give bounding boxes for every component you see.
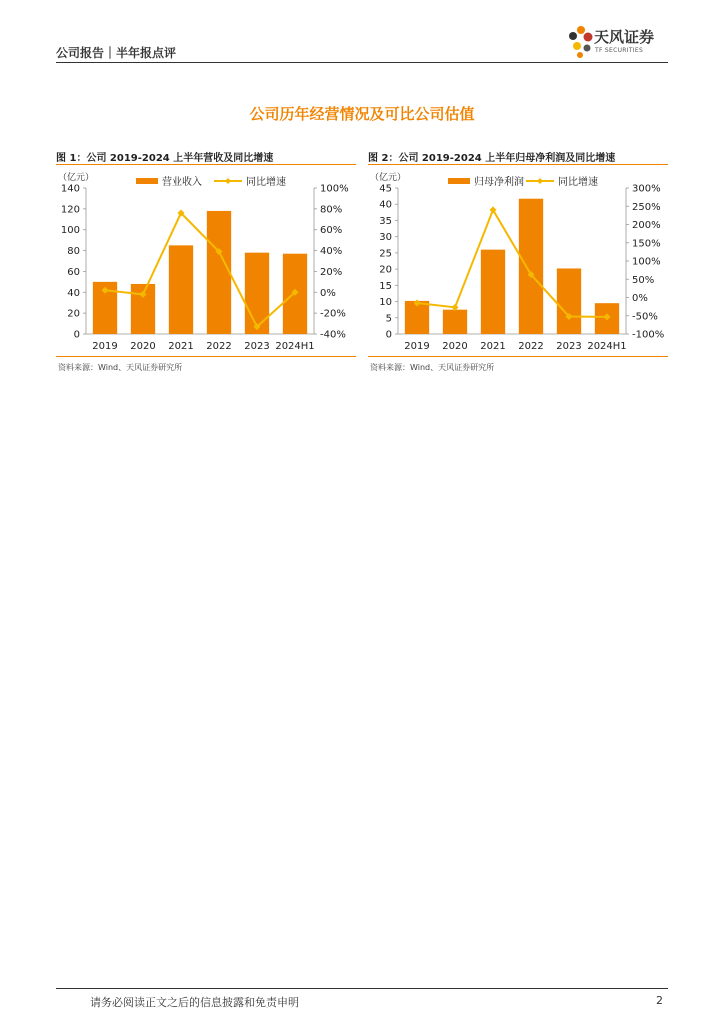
left-tick-label: 20 <box>379 264 392 276</box>
legend-label-bar: 营业收入 <box>162 177 202 188</box>
report-type-header: 公司报告｜半年报点评 <box>56 46 177 60</box>
bar <box>519 199 543 334</box>
bar <box>481 250 505 334</box>
figure-1-top-rule <box>56 164 356 165</box>
header-divider <box>56 62 668 63</box>
left-tick-label: 60 <box>67 266 80 278</box>
left-tick-label: 40 <box>379 199 392 211</box>
right-tick-label: 50% <box>632 274 655 286</box>
x-tick-label: 2023 <box>244 341 270 352</box>
bar <box>245 253 269 334</box>
left-tick-label: 40 <box>67 287 80 299</box>
left-tick-label: 35 <box>379 215 392 227</box>
figure-1-title: 图 1：公司 2019-2024 上半年营收及同比增速 <box>56 153 274 164</box>
legend-swatch-bar <box>136 178 158 184</box>
left-tick-label: 140 <box>60 183 80 195</box>
left-tick-label: 25 <box>379 248 392 260</box>
bar <box>169 245 193 334</box>
x-tick-label: 2019 <box>404 341 430 352</box>
legend-marker-line <box>537 178 543 184</box>
legend-label-line: 同比增速 <box>246 177 286 188</box>
bar <box>207 211 231 334</box>
right-tick-label: 250% <box>632 201 661 213</box>
x-tick-label: 2020 <box>130 341 156 352</box>
figure-2-title: 图 2：公司 2019-2024 上半年归母净利润及同比增速 <box>368 153 616 164</box>
unit-label: （亿元） <box>370 173 407 183</box>
x-tick-label: 2021 <box>480 341 506 352</box>
x-tick-label: 2022 <box>206 341 232 352</box>
x-tick-label: 2021 <box>168 341 194 352</box>
right-tick-label: 80% <box>320 204 343 216</box>
x-tick-label: 2024H1 <box>587 341 627 352</box>
left-tick-label: 30 <box>379 232 392 244</box>
x-tick-label: 2020 <box>442 341 468 352</box>
left-tick-label: 15 <box>379 280 392 292</box>
right-tick-label: -40% <box>320 329 346 341</box>
bar <box>443 310 467 334</box>
section-title: 公司历年经营情况及可比公司估值 <box>249 105 475 123</box>
right-tick-label: 60% <box>320 225 343 237</box>
disclaimer-text: 请务必阅读正文之后的信息披露和免责申明 <box>90 996 299 1009</box>
revenue-chart <box>56 166 356 356</box>
logo-name: 天风证券 <box>594 28 655 46</box>
right-tick-label: 20% <box>320 266 343 278</box>
x-tick-label: 2019 <box>92 341 118 352</box>
right-tick-label: 40% <box>320 246 343 258</box>
logo-subtitle: TF SECURITIES <box>595 47 644 54</box>
logo-petals-icon <box>568 24 594 60</box>
x-tick-label: 2024H1 <box>275 341 315 352</box>
left-tick-label: 10 <box>379 297 392 309</box>
bar <box>557 268 581 334</box>
right-tick-label: 150% <box>632 238 661 250</box>
right-tick-label: -50% <box>632 311 658 323</box>
right-tick-label: 200% <box>632 220 661 231</box>
left-tick-label: 20 <box>67 308 80 320</box>
legend-label-bar: 归母净利润 <box>474 177 524 188</box>
left-tick-label: 0 <box>385 329 392 341</box>
company-logo <box>568 22 678 64</box>
legend-marker-line <box>225 178 231 184</box>
left-tick-label: 5 <box>385 313 392 325</box>
figure-2-bottom-rule <box>368 356 668 357</box>
right-tick-label: 0% <box>632 293 648 304</box>
right-tick-label: 100% <box>320 183 349 195</box>
figure-1-source: 资料来源：Wind、天风证券研究所 <box>58 363 183 372</box>
figure-2-source: 资料来源：Wind、天风证券研究所 <box>370 363 495 372</box>
page-number: 2 <box>656 994 663 1007</box>
left-tick-label: 100 <box>60 225 80 237</box>
right-tick-label: 300% <box>632 183 661 195</box>
figure-1-bottom-rule <box>56 356 356 357</box>
left-tick-label: 0 <box>73 329 80 341</box>
right-tick-label: -100% <box>632 329 665 341</box>
figure-2-top-rule <box>368 164 668 165</box>
left-tick-label: 120 <box>60 204 80 216</box>
footer-divider <box>56 988 668 989</box>
left-tick-label: 80 <box>67 246 80 258</box>
left-tick-label: 45 <box>379 183 392 195</box>
right-tick-label: 100% <box>632 256 661 268</box>
x-tick-label: 2023 <box>556 341 582 352</box>
unit-label: （亿元） <box>58 173 95 183</box>
legend-label-line: 同比增速 <box>558 177 598 188</box>
right-tick-label: -20% <box>320 308 346 320</box>
net-profit-chart <box>368 166 668 356</box>
legend-swatch-bar <box>448 178 470 184</box>
x-tick-label: 2022 <box>518 341 544 352</box>
right-tick-label: 0% <box>320 287 336 299</box>
